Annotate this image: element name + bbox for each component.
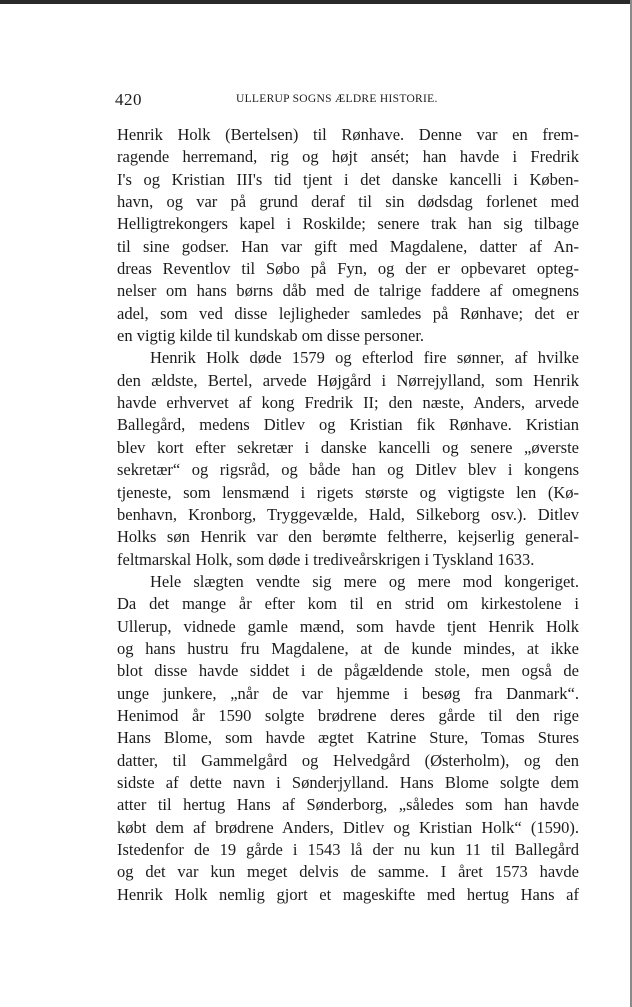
body-text [117,124,579,906]
text-line: købt dem af brødrene Anders, Ditlev og Kristian Holk“ (1590). [117,817,579,837]
running-title: ULLERUP SOGNS ÆLDRE HISTORIE. [236,93,438,105]
text-line: adel, som ved disse lejligheder samledes på Rønhave; det er [117,303,579,323]
text-line: til sine godser. Han var gift med Magdalene, datter af An- [117,236,579,256]
text-line: Henimod år 1590 solgte brødrene deres gårde til den rige [117,705,579,725]
text-line: Helligtrekongers kapel i Roskilde; senere trak han sig tilbage [117,214,579,234]
text-line: og hans hustru fru Magdalene, at de kunde mindes, at ikke [117,638,579,658]
text-line: havde erhvervet af kong Fredrik II; den næste, Anders, arvede [117,393,579,413]
text-line-paragraph-start: Hele slægten vendte sig mere og mere mod kongeriget. [150,571,579,591]
page-header [115,90,580,110]
page-number: 420 [115,90,142,109]
text-line: sidste af dette navn i Sønderjylland. Hans Blome solgte dem [117,772,579,792]
text-line: tjeneste, som lensmænd i rigets største og vigtigste len (Kø- [117,482,579,502]
text-line: I's og Kristian III's tid tjent i det danske kancelli i Køben- [117,169,579,189]
text-line: ragende herremand, rig og højt ansét; han havde i Fredrik [117,147,579,167]
text-line: dreas Reventlov til Søbo på Fyn, og der er opbevaret opteg- [117,259,579,279]
text-line: sekretær“ og rigsråd, og både han og Ditlev blev i kongens [117,460,579,480]
text-line: Henrik Holk (Bertelsen) til Rønhave. Denne var en frem- [117,125,579,144]
text-line: Ullerup, vidnede gamle mænd, som havde tjent Henrik Holk [117,616,579,636]
text-line: Da det mange år efter kom til en strid om kirkestolene i [117,594,579,614]
text-line: Henrik Holk nemlig gjort et mageskifte med hertug Hans af [117,884,579,904]
text-line: Ballegård, medens Ditlev og Kristian fik Rønhave. Kristian [117,415,579,435]
text-line: blot disse havde siddet i de pågældende stole, men også de [117,661,579,681]
text-line: benhavn, Kronborg, Tryggevælde, Hald, Silkeborg osv.). Ditlev [117,504,579,524]
text-line-paragraph-start: Henrik Holk døde 1579 og efterlod fire sønner, af hvilke [150,348,579,368]
text-line: nelser om hans børns dåb med de talrige faddere af omegnens [117,281,579,301]
text-line: blev kort efter sekretær i danske kancelli og senere „øverste [117,437,579,457]
text-line: havn, og var på grund deraf til sin dødsdag forlenet med [117,192,579,212]
text-line: Holks søn Henrik var den berømte feltherre, kejserlig general- [117,527,579,547]
text-line: Hans Blome, som havde ægtet Katrine Sture, Tomas Stures [117,728,579,748]
text-line: en vigtig kilde til kundskab om disse personer. [117,326,425,346]
text-line: feltmarskal Holk, som døde i trediveårskrigen i Tyskland 1633. [117,549,535,569]
text-line: Istedenfor de 19 gårde i 1543 lå der nu kun 11 til Ballegård [117,840,579,859]
text-line: unge junkere, „når de var hjemme i besøg fra Danmark“. [117,683,579,703]
page-top-edge [0,0,632,4]
text-line: den ældste, Bertel, arvede Højgård i Nørrejylland, som Henrik [117,370,579,390]
text-line: datter, til Gammelgård og Helvedgård (Østerholm), og den [117,750,579,770]
text-line: og det var kun meget delvis de samme. I året 1573 havde [117,862,579,882]
text-line: atter til hertug Hans af Sønderborg, „således som han havde [117,795,579,815]
